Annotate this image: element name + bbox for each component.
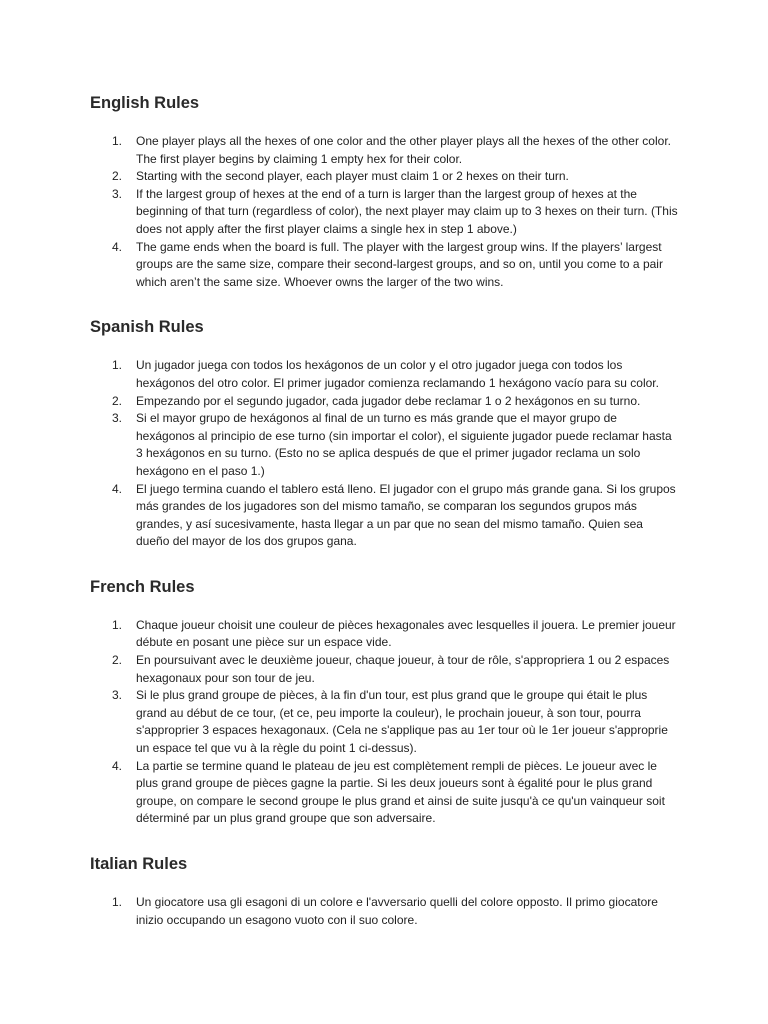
- item-text: Un giocatore usa gli esagoni di un colore e l'avversario quelli del colore opposto. Il primo giocatore inizio occupando un esagono vuoto con il suo colore.: [136, 895, 658, 927]
- item-text: La partie se termine quand le plateau de jeu est complètement rempli de pièces. Le joueur avec le plus grand groupe de pièces gagne la partie. Si les deux joueurs sont à égalité pour le plus grand groupe, on compare le second groupe le plus grand et ainsi de suite jusqu'à ce qu'un vainqueur soit déterminé par un plus grand groupe que son adversaire.: [136, 758, 665, 826]
- item-text: If the largest group of hexes at the end of a turn is larger than the largest group of hexes at the beginning of that turn (regardless of color), the next player may claim up to 3 hexes on their turn. (This does not apply after the first player claims a single hex in step 1 above.): [136, 186, 678, 236]
- item-text: One player plays all the hexes of one color and the other player plays all the hexes of the other color. The first player begins by claiming 1 empty hex for their color.: [136, 134, 671, 166]
- english-rules-section: [90, 93, 678, 291]
- item-number: 3.: [112, 186, 123, 201]
- item-text: The game ends when the board is full. The player with the largest group wins. If the players’ largest groups are the same size, compare their second-largest groups, and so on, until you come to a pair which aren’t the same size. Whoever owns the larger of the two wins.: [136, 239, 663, 289]
- item-text: El juego termina cuando el tablero está lleno. El jugador con el grupo más grande gana. Si los grupos más grandes de los jugadores son del mismo tamaño, se comparan los segundos grupos más grandes, y así sucesivamente, hasta llegar a un par que no sean del mismo tamaño. Quien sea dueño del mayor de los dos grupos gana.: [136, 481, 676, 549]
- item-number: 4.: [112, 481, 123, 496]
- list-item: [90, 894, 678, 929]
- italian-rules-section: [90, 854, 678, 929]
- item-text: En poursuivant avec le deuxième joueur, chaque joueur, à tour de rôle, s'appropriera 1 ou 2 espaces hexagonaux pour son tour de jeu.: [136, 653, 670, 685]
- item-number: 4.: [112, 239, 123, 254]
- list-item: [90, 357, 678, 392]
- item-number: 2.: [112, 393, 123, 408]
- french-rules-section: [90, 577, 678, 828]
- section-heading: Spanish Rules: [90, 318, 204, 337]
- list-item: [90, 393, 678, 411]
- item-number: 4.: [112, 758, 123, 773]
- list-item: [90, 239, 678, 292]
- section-heading: French Rules: [90, 577, 195, 596]
- section-heading: Italian Rules: [90, 855, 188, 873]
- item-text: Empezando por el segundo jugador, cada jugador debe reclamar 1 o 2 hexágonos en su turno.: [136, 393, 641, 408]
- item-number: 3.: [112, 688, 123, 703]
- item-text: Si el mayor grupo de hexágonos al final de un turno es más grande que el mayor grupo de hexágonos al principio de ese turno (sin importar el color), el siguiente jugador puede reclamar hasta 3 hexágonos en su turno. (Esto no se aplica después de que el primer jugador reclama un solo hexágono en el paso 1.): [136, 411, 672, 478]
- list-item: [90, 410, 678, 480]
- list-item: [90, 687, 678, 757]
- item-number: 3.: [112, 411, 123, 426]
- list-item: [90, 652, 678, 687]
- rules-list: [90, 894, 678, 929]
- item-number: 1.: [112, 358, 123, 373]
- item-number: 1.: [112, 895, 123, 909]
- list-item: [90, 481, 678, 551]
- item-number: 2.: [112, 653, 123, 668]
- item-text: Si le plus grand groupe de pièces, à la fin d'un tour, est plus grand que le groupe qui était le plus grand au début de ce tour, (et ce, peu importe la couleur), le prochain joueur, à son tour, pourra s'approprier 3 espaces hexagonaux. (Cela ne s'applique pas au 1er tour où le 1er joueur s'approprie un espace tel que vu à la règle du point 1 ci-dessus).: [136, 688, 668, 756]
- spanish-rules-section: [90, 317, 678, 551]
- list-item: [90, 133, 678, 168]
- rules-list: [90, 617, 678, 828]
- list-item: [90, 168, 678, 186]
- item-number: 2.: [112, 169, 123, 184]
- item-text: Starting with the second player, each player must claim 1 or 2 hexes on their turn.: [136, 169, 569, 184]
- item-text: Un jugador juega con todos los hexágonos de un color y el otro jugador juega con todos los hexágonos del otro color. El primer jugador comienza reclamando 1 hexágono vacío para su color.: [136, 358, 659, 390]
- rules-list: [90, 357, 678, 551]
- item-number: 1.: [112, 617, 123, 632]
- list-item: [90, 617, 678, 652]
- item-text: Chaque joueur choisit une couleur de pièces hexagonales avec lesquelles il jouera. Le premier joueur débute en posant une pièce sur un espace vide.: [136, 617, 676, 650]
- list-item: [90, 186, 678, 239]
- item-number: 1.: [112, 134, 123, 148]
- section-heading: English Rules: [90, 94, 200, 112]
- list-item: [90, 758, 678, 828]
- rules-list: [90, 133, 678, 291]
